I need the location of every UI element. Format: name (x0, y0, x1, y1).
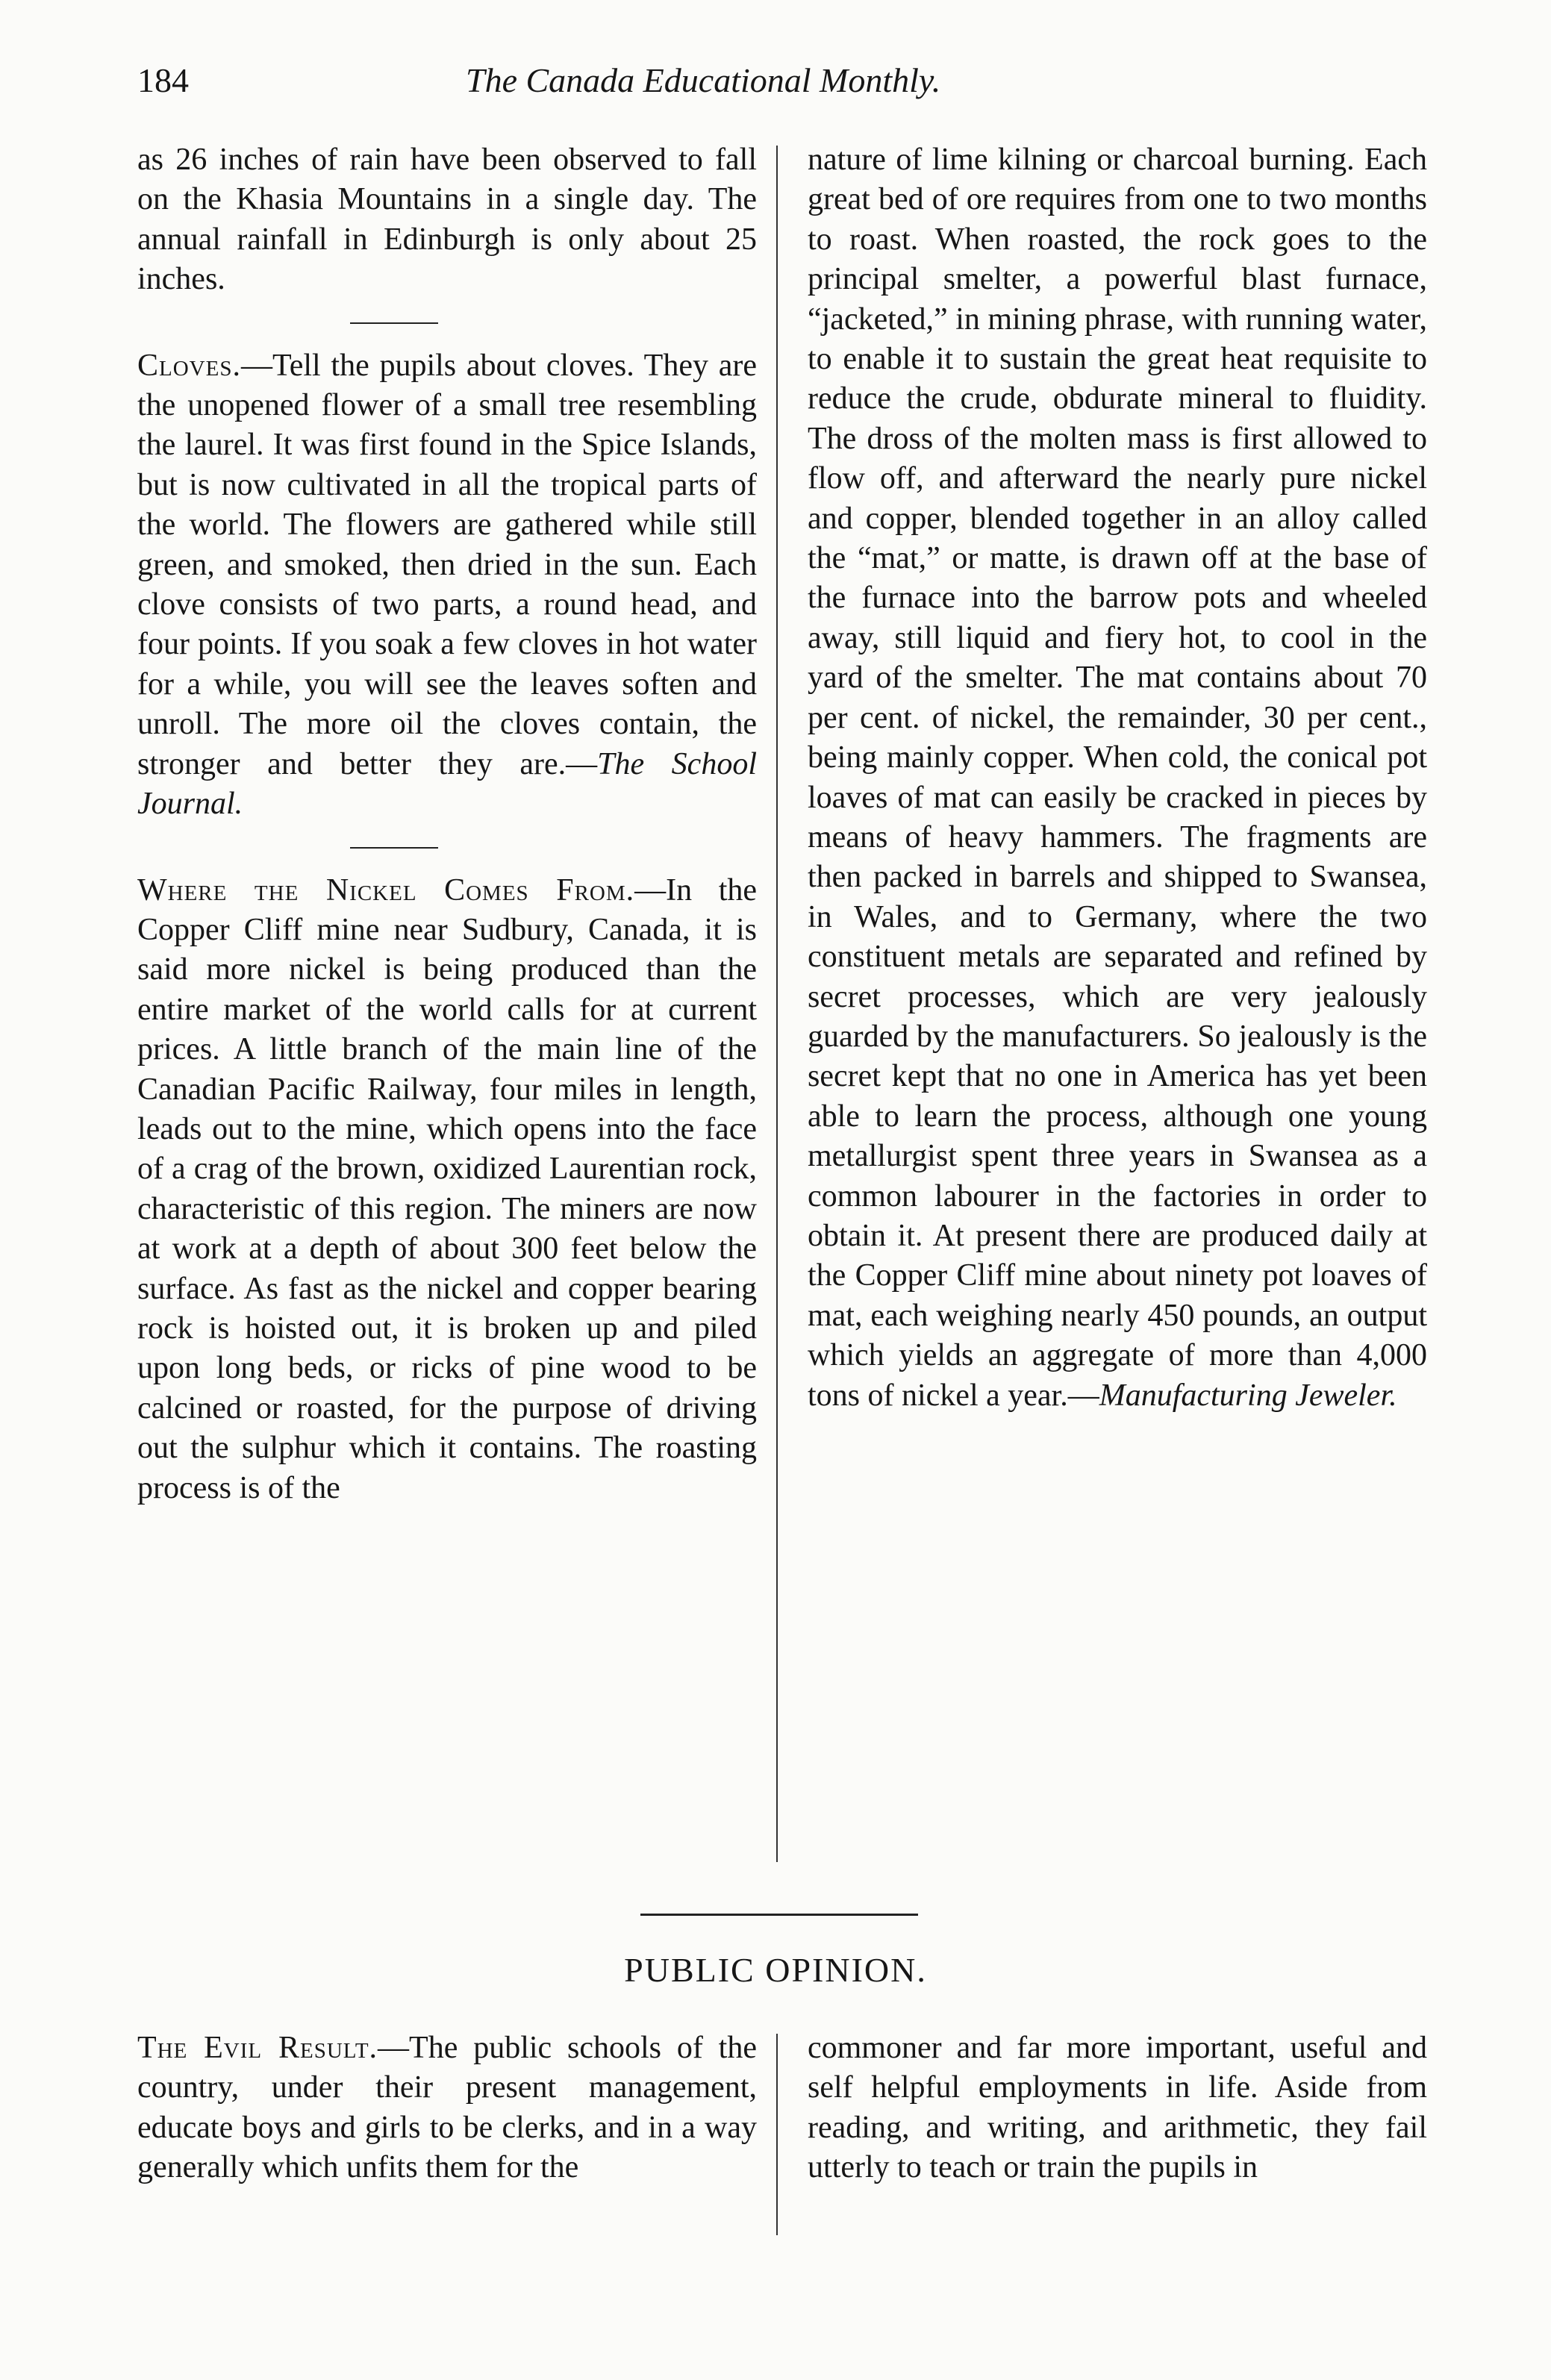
nickel-heading: Where the Nickel Comes From. (137, 872, 635, 908)
column-divider (776, 146, 778, 1862)
running-title: The Canada Educational Monthly. (466, 61, 941, 99)
cloves-source: The School Journal. (137, 746, 757, 822)
nickel-continued-body: nature of lime kilning or charcoal burning. Each great bed of ore requires from one to two months to roast. When roasted, the rock goes to the principal smelter, a powerful blast furnace, “jacketed,” in mining phrase, with running water, to enable it to sustain the great heat requisite to reduce the crude, obdurate mineral to fluidity. The dross of the molten mass is first allowed to flow off, and afterward the nearly pure nickel and copper, blended together in an alloy called the “mat,” or matte, is drawn off at the base of the furnace into the barrow pots and wheeled away, still liquid and fiery hot, to cool in the yard of the smelter. The mat contains about 70 per cent. of nickel, the remainder, 30 per cent., being mainly copper. When cold, the conical pot loaves of mat can easily be cracked in pieces by means of heavy hammers. The fragments are then packed in barrels and shipped to Swansea, in Wales, and to Germany, where the two constituent metals are separated and refined by secret processes, which are very jealously guarded by the manufacturers. So jealously is the secret kept that no one in America has yet been able to learn the process, although one young metallurgist spent three years in Swansea as a common labourer in the factories in order to obtain it. At present there are produced daily at the Copper Cliff mine about ninety pot loaves of mat, each weighing nearly 450 pounds, an output which yields an aggregate of more than 4,000 tons of nickel a year.— (808, 143, 1427, 1413)
page-header (137, 51, 1427, 110)
nickel-continued-paragraph (808, 140, 1427, 1416)
divider (350, 322, 438, 324)
right-column (808, 140, 1427, 1416)
nickel-body: —In the Copper Cliff mine near Sudbury, Canada, it is said more nickel is being produced than the entire market of the world calls for at current prices. A little branch of the main line of the Canadian Pacific Railway, four miles in length, leads out to the mine, which opens into the face of a crag of the brown, oxidized Laurentian rock, characteristic of this region. The miners are now at work at a depth of about 300 feet below the surface. As fast as the nickel and copper bearing rock is hoisted out, it is broken up and piled upon long beds, or ricks of pine wood to be calcined or roasted, for the purpose of driving out the sulphur which it contains. The roasting process is of the (137, 872, 758, 1505)
public-opinion-left-column (137, 2028, 757, 2188)
cloves-paragraph (137, 346, 757, 825)
left-column (137, 140, 757, 1508)
evil-result-continued: commoner and far more important, useful and self helpful employments in life. Aside from reading, and writing, and arithmetic, they fail utterly to teach or train the pupils in (808, 2031, 1427, 2185)
nickel-source: Manufacturing Jeweler. (1099, 1378, 1397, 1413)
evil-result-body: —The public schools of the country, under their present management, educate boys and girls to be clerks, and in a way generally which unfits them for the (137, 2031, 757, 2185)
divider (350, 847, 438, 849)
rain-paragraph: as 26 inches of rain have been observed to fall on the Khasia Mountains in a single day. The annual rainfall in Edinburgh is only about 25 inches. (137, 143, 757, 297)
section-divider (640, 1914, 918, 1916)
nickel-paragraph (137, 871, 757, 1509)
public-opinion-right-column (808, 2028, 1427, 2188)
cloves-heading: Cloves. (137, 348, 241, 383)
evil-result-heading: The Evil Result. (137, 2031, 378, 2065)
evil-result-paragraph (137, 2028, 757, 2188)
column-divider (776, 2034, 778, 2235)
section-title: PUBLIC OPINION. (624, 1951, 927, 1989)
cloves-body: —Tell the pupils about cloves. They are the unopened flower of a small tree resembling the laurel. It was first found in the Spice Islands, but is now cultivated in all the tropical parts of the world. The flowers are gathered while still green, and smoked, then dried in the sun. Each clove consists of two parts, a round head, and four points. If you soak a few cloves in hot water for a while, you will see the leaves soften and unroll. The more oil the cloves contain, the stronger and better they are.— (137, 348, 757, 781)
page-number: 184 (137, 61, 189, 99)
